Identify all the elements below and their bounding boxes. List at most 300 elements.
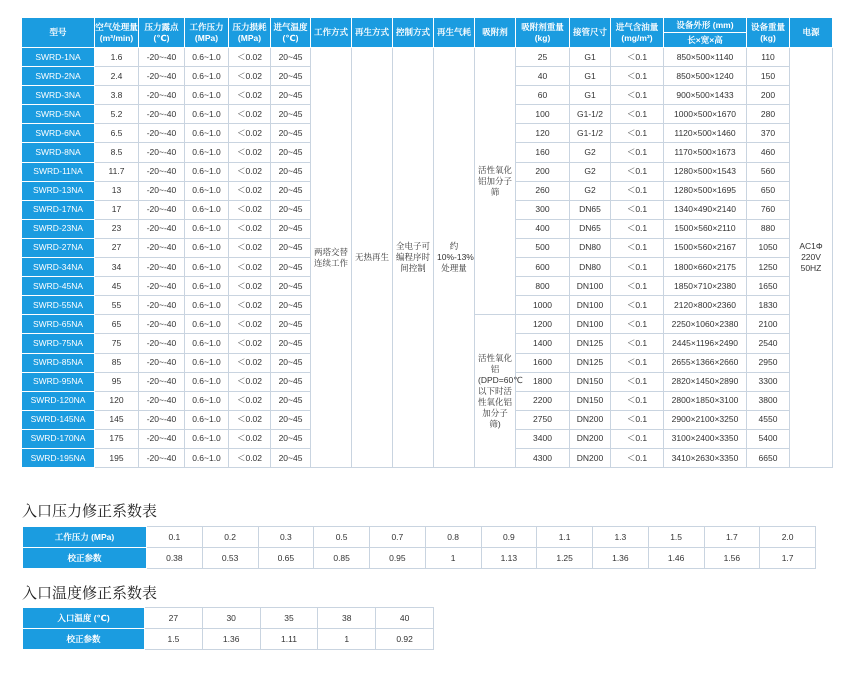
temperature-factor-row bbox=[23, 629, 434, 650]
pipe-size-cell: G2 bbox=[570, 162, 611, 181]
dimensions-cell: 2120×800×2360 bbox=[664, 296, 747, 315]
air-flow-cell: 45 bbox=[95, 277, 139, 296]
dimensions-cell: 2445×1196×2490 bbox=[664, 334, 747, 353]
pressure-loss-cell: ＜0.02 bbox=[229, 67, 271, 86]
inlet-temp-cell: 20~45 bbox=[271, 277, 311, 296]
pipe-size-cell: DN150 bbox=[570, 372, 611, 391]
pipe-size-cell: DN200 bbox=[570, 410, 611, 429]
adsorbent-qty-cell: 200 bbox=[516, 162, 570, 181]
pipe-size-cell: G2 bbox=[570, 181, 611, 200]
weight-cell: 460 bbox=[747, 143, 790, 162]
dimensions-cell: 1800×660×2175 bbox=[664, 258, 747, 277]
work-pressure-cell: 0.6~1.0 bbox=[185, 143, 229, 162]
air-flow-cell: 65 bbox=[95, 315, 139, 334]
work-pressure-cell: 0.6~1.0 bbox=[185, 162, 229, 181]
air-flow-cell: 11.7 bbox=[95, 162, 139, 181]
model-cell: SWRD-45NA bbox=[22, 277, 95, 296]
work-pressure-cell: 0.6~1.0 bbox=[185, 391, 229, 410]
dew-point-cell: -20~-40 bbox=[139, 200, 185, 219]
inlet-temp-cell: 20~45 bbox=[271, 429, 311, 448]
dimensions-cell: 850×500×1140 bbox=[664, 48, 747, 67]
inlet-temp-cell: 20~45 bbox=[271, 410, 311, 429]
weight-cell: 880 bbox=[747, 219, 790, 238]
pressure-loss-cell: ＜0.02 bbox=[229, 124, 271, 143]
pressure-correction-title: 入口压力修正系数表 bbox=[22, 502, 158, 520]
adsorbent-qty-cell: 60 bbox=[516, 86, 570, 105]
pressure-row-label: 工作压力 (MPa) bbox=[23, 527, 147, 548]
temperature-correction-title: 入口温度修正系数表 bbox=[22, 584, 158, 602]
adsorbent-qty-cell: 1200 bbox=[516, 315, 570, 334]
oil-content-cell: ＜0.1 bbox=[611, 67, 664, 86]
pressure-factor-cell: 0.65 bbox=[258, 548, 314, 569]
header-inlet-temp: 进气温度 (℃) bbox=[271, 18, 311, 48]
pressure-value-cell: 1.5 bbox=[648, 527, 704, 548]
inlet-temp-cell: 20~45 bbox=[271, 48, 311, 67]
header-adsorbent: 吸附剂 bbox=[475, 18, 516, 48]
pipe-size-cell: G1-1/2 bbox=[570, 105, 611, 124]
inlet-temp-cell: 20~45 bbox=[271, 334, 311, 353]
dew-point-cell: -20~-40 bbox=[139, 219, 185, 238]
dimensions-cell: 1280×500×1695 bbox=[664, 181, 747, 200]
oil-content-cell: ＜0.1 bbox=[611, 372, 664, 391]
model-cell: SWRD-5NA bbox=[22, 105, 95, 124]
inlet-temp-cell: 20~45 bbox=[271, 353, 311, 372]
weight-cell: 2100 bbox=[747, 315, 790, 334]
dimensions-cell: 1500×560×2110 bbox=[664, 219, 747, 238]
pressure-factor-cell: 1.13 bbox=[481, 548, 537, 569]
pressure-value-cell: 0.9 bbox=[481, 527, 537, 548]
dew-point-cell: -20~-40 bbox=[139, 86, 185, 105]
dimensions-cell: 1120×500×1460 bbox=[664, 124, 747, 143]
oil-content-cell: ＜0.1 bbox=[611, 334, 664, 353]
temperature-correction-table bbox=[22, 607, 434, 650]
inlet-temp-cell: 20~45 bbox=[271, 124, 311, 143]
pressure-correction-table bbox=[22, 526, 816, 569]
adsorbent-qty-cell: 120 bbox=[516, 124, 570, 143]
inlet-temp-cell: 20~45 bbox=[271, 181, 311, 200]
pressure-factor-label: 校正参数 bbox=[23, 548, 147, 569]
weight-cell: 4550 bbox=[747, 410, 790, 429]
pipe-size-cell: DN100 bbox=[570, 315, 611, 334]
weight-cell: 3800 bbox=[747, 391, 790, 410]
weight-cell: 560 bbox=[747, 162, 790, 181]
air-flow-cell: 75 bbox=[95, 334, 139, 353]
inlet-temp-cell: 20~45 bbox=[271, 67, 311, 86]
model-cell: SWRD-85NA bbox=[22, 353, 95, 372]
pressure-value-cell: 2.0 bbox=[760, 527, 816, 548]
work-pressure-cell: 0.6~1.0 bbox=[185, 334, 229, 353]
temperature-value-cell: 27 bbox=[145, 608, 203, 629]
oil-content-cell: ＜0.1 bbox=[611, 48, 664, 67]
air-flow-cell: 55 bbox=[95, 296, 139, 315]
control-mode-cell: 全电子可编程序时间控制 bbox=[393, 48, 434, 468]
dew-point-cell: -20~-40 bbox=[139, 372, 185, 391]
dimensions-cell: 2800×1850×3100 bbox=[664, 391, 747, 410]
inlet-temp-cell: 20~45 bbox=[271, 296, 311, 315]
inlet-temp-cell: 20~45 bbox=[271, 258, 311, 277]
dew-point-cell: -20~-40 bbox=[139, 67, 185, 86]
pressure-loss-cell: ＜0.02 bbox=[229, 353, 271, 372]
weight-cell: 200 bbox=[747, 86, 790, 105]
model-cell: SWRD-11NA bbox=[22, 162, 95, 181]
work-pressure-cell: 0.6~1.0 bbox=[185, 448, 229, 467]
oil-content-cell: ＜0.1 bbox=[611, 105, 664, 124]
header-pipe-size: 接管尺寸 bbox=[570, 18, 611, 48]
weight-cell: 1050 bbox=[747, 238, 790, 257]
header-adsorbent-qty: 吸附剂重量 (kg) bbox=[516, 18, 570, 48]
weight-cell: 2540 bbox=[747, 334, 790, 353]
oil-content-cell: ＜0.1 bbox=[611, 353, 664, 372]
inlet-temp-cell: 20~45 bbox=[271, 315, 311, 334]
adsorbent-qty-cell: 160 bbox=[516, 143, 570, 162]
work-pressure-cell: 0.6~1.0 bbox=[185, 48, 229, 67]
pipe-size-cell: G1 bbox=[570, 48, 611, 67]
inlet-temp-cell: 20~45 bbox=[271, 105, 311, 124]
work-pressure-cell: 0.6~1.0 bbox=[185, 238, 229, 257]
dimensions-cell: 2900×2100×3250 bbox=[664, 410, 747, 429]
adsorbent-qty-cell: 25 bbox=[516, 48, 570, 67]
temperature-value-cell: 30 bbox=[202, 608, 260, 629]
oil-content-cell: ＜0.1 bbox=[611, 181, 664, 200]
header-dimensions: 设备外形 (mm) bbox=[664, 18, 747, 33]
inlet-temp-cell: 20~45 bbox=[271, 238, 311, 257]
header-work-mode: 工作方式 bbox=[311, 18, 352, 48]
model-cell: SWRD-120NA bbox=[22, 391, 95, 410]
adsorbent-qty-cell: 800 bbox=[516, 277, 570, 296]
pipe-size-cell: DN200 bbox=[570, 429, 611, 448]
weight-cell: 280 bbox=[747, 105, 790, 124]
work-pressure-cell: 0.6~1.0 bbox=[185, 410, 229, 429]
model-cell: SWRD-95NA bbox=[22, 372, 95, 391]
temperature-row-label: 入口温度 (℃) bbox=[23, 608, 145, 629]
air-flow-cell: 2.4 bbox=[95, 67, 139, 86]
adsorbent-qty-cell: 260 bbox=[516, 181, 570, 200]
oil-content-cell: ＜0.1 bbox=[611, 448, 664, 467]
model-cell: SWRD-8NA bbox=[22, 143, 95, 162]
pressure-value-cell: 1.3 bbox=[593, 527, 649, 548]
pressure-loss-cell: ＜0.02 bbox=[229, 48, 271, 67]
air-flow-cell: 13 bbox=[95, 181, 139, 200]
inlet-temp-cell: 20~45 bbox=[271, 219, 311, 238]
air-flow-cell: 34 bbox=[95, 258, 139, 277]
air-flow-cell: 3.8 bbox=[95, 86, 139, 105]
dew-point-cell: -20~-40 bbox=[139, 143, 185, 162]
temperature-factor-cell: 1.11 bbox=[260, 629, 318, 650]
pressure-value-cell: 0.3 bbox=[258, 527, 314, 548]
pressure-factor-cell: 1.56 bbox=[704, 548, 760, 569]
table-row bbox=[22, 48, 833, 67]
pressure-loss-cell: ＜0.02 bbox=[229, 181, 271, 200]
pipe-size-cell: G1 bbox=[570, 86, 611, 105]
dew-point-cell: -20~-40 bbox=[139, 429, 185, 448]
header-control-mode: 控制方式 bbox=[393, 18, 434, 48]
adsorbent-qty-cell: 2200 bbox=[516, 391, 570, 410]
pressure-value-cell: 1.7 bbox=[704, 527, 760, 548]
pressure-loss-cell: ＜0.02 bbox=[229, 429, 271, 448]
oil-content-cell: ＜0.1 bbox=[611, 200, 664, 219]
pipe-size-cell: DN150 bbox=[570, 391, 611, 410]
pressure-loss-cell: ＜0.02 bbox=[229, 315, 271, 334]
air-flow-cell: 95 bbox=[95, 372, 139, 391]
pressure-loss-cell: ＜0.02 bbox=[229, 86, 271, 105]
spec-table-body bbox=[22, 48, 833, 468]
adsorbent-qty-cell: 2750 bbox=[516, 410, 570, 429]
pressure-loss-cell: ＜0.02 bbox=[229, 391, 271, 410]
pressure-value-cell: 0.7 bbox=[370, 527, 426, 548]
model-cell: SWRD-195NA bbox=[22, 448, 95, 467]
inlet-temp-cell: 20~45 bbox=[271, 162, 311, 181]
pipe-size-cell: DN65 bbox=[570, 200, 611, 219]
model-cell: SWRD-13NA bbox=[22, 181, 95, 200]
air-flow-cell: 23 bbox=[95, 219, 139, 238]
pressure-value-cell: 0.8 bbox=[425, 527, 481, 548]
model-cell: SWRD-6NA bbox=[22, 124, 95, 143]
work-pressure-cell: 0.6~1.0 bbox=[185, 67, 229, 86]
header-regen-gas: 再生气耗 bbox=[434, 18, 475, 48]
pressure-factor-cell: 0.95 bbox=[370, 548, 426, 569]
work-pressure-cell: 0.6~1.0 bbox=[185, 429, 229, 448]
dimensions-cell: 1500×560×2167 bbox=[664, 238, 747, 257]
work-pressure-cell: 0.6~1.0 bbox=[185, 315, 229, 334]
pressure-loss-cell: ＜0.02 bbox=[229, 372, 271, 391]
pipe-size-cell: G1 bbox=[570, 67, 611, 86]
model-cell: SWRD-27NA bbox=[22, 238, 95, 257]
adsorbent-qty-cell: 1400 bbox=[516, 334, 570, 353]
work-pressure-cell: 0.6~1.0 bbox=[185, 200, 229, 219]
pressure-factor-cell: 0.38 bbox=[147, 548, 203, 569]
dimensions-cell: 2820×1450×2890 bbox=[664, 372, 747, 391]
air-flow-cell: 27 bbox=[95, 238, 139, 257]
dew-point-cell: -20~-40 bbox=[139, 353, 185, 372]
dimensions-cell: 900×500×1433 bbox=[664, 86, 747, 105]
pressure-loss-cell: ＜0.02 bbox=[229, 448, 271, 467]
pressure-factor-row bbox=[23, 548, 816, 569]
dimensions-cell: 3410×2630×3350 bbox=[664, 448, 747, 467]
inlet-temp-cell: 20~45 bbox=[271, 372, 311, 391]
pipe-size-cell: DN125 bbox=[570, 334, 611, 353]
dew-point-cell: -20~-40 bbox=[139, 48, 185, 67]
pipe-size-cell: G1-1/2 bbox=[570, 124, 611, 143]
pressure-factor-cell: 0.53 bbox=[202, 548, 258, 569]
dew-point-cell: -20~-40 bbox=[139, 315, 185, 334]
dew-point-cell: -20~-40 bbox=[139, 238, 185, 257]
model-cell: SWRD-55NA bbox=[22, 296, 95, 315]
weight-cell: 370 bbox=[747, 124, 790, 143]
header-oil-content: 进气含油量 (mg/m³) bbox=[611, 18, 664, 48]
adsorbent-qty-cell: 1800 bbox=[516, 372, 570, 391]
air-flow-cell: 17 bbox=[95, 200, 139, 219]
pressure-loss-cell: ＜0.02 bbox=[229, 238, 271, 257]
model-cell: SWRD-23NA bbox=[22, 219, 95, 238]
header-regen-mode: 再生方式 bbox=[352, 18, 393, 48]
oil-content-cell: ＜0.1 bbox=[611, 258, 664, 277]
oil-content-cell: ＜0.1 bbox=[611, 219, 664, 238]
pipe-size-cell: DN65 bbox=[570, 219, 611, 238]
header-dimensions-sub: 长×宽×高 bbox=[664, 33, 747, 48]
model-cell: SWRD-17NA bbox=[22, 200, 95, 219]
pressure-row bbox=[23, 527, 816, 548]
model-cell: SWRD-34NA bbox=[22, 258, 95, 277]
model-cell: SWRD-65NA bbox=[22, 315, 95, 334]
weight-cell: 1250 bbox=[747, 258, 790, 277]
adsorbent-qty-cell: 3400 bbox=[516, 429, 570, 448]
pressure-loss-cell: ＜0.02 bbox=[229, 258, 271, 277]
work-pressure-cell: 0.6~1.0 bbox=[185, 181, 229, 200]
dew-point-cell: -20~-40 bbox=[139, 410, 185, 429]
inlet-temp-cell: 20~45 bbox=[271, 86, 311, 105]
dimensions-cell: 2655×1366×2660 bbox=[664, 353, 747, 372]
temperature-factor-cell: 1 bbox=[318, 629, 376, 650]
work-pressure-cell: 0.6~1.0 bbox=[185, 353, 229, 372]
pipe-size-cell: G2 bbox=[570, 143, 611, 162]
work-pressure-cell: 0.6~1.0 bbox=[185, 219, 229, 238]
work-pressure-cell: 0.6~1.0 bbox=[185, 277, 229, 296]
temperature-factor-label: 校正参数 bbox=[23, 629, 145, 650]
adsorbent-qty-cell: 500 bbox=[516, 238, 570, 257]
pressure-loss-cell: ＜0.02 bbox=[229, 277, 271, 296]
pressure-loss-cell: ＜0.02 bbox=[229, 105, 271, 124]
dimensions-cell: 3100×2400×3350 bbox=[664, 429, 747, 448]
dew-point-cell: -20~-40 bbox=[139, 162, 185, 181]
pressure-loss-cell: ＜0.02 bbox=[229, 162, 271, 181]
work-mode-cell: 两塔交替连续工作 bbox=[311, 48, 352, 468]
adsorbent-qty-cell: 4300 bbox=[516, 448, 570, 467]
dimensions-cell: 2250×1060×2380 bbox=[664, 315, 747, 334]
air-flow-cell: 85 bbox=[95, 353, 139, 372]
air-flow-cell: 8.5 bbox=[95, 143, 139, 162]
air-flow-cell: 6.5 bbox=[95, 124, 139, 143]
weight-cell: 5400 bbox=[747, 429, 790, 448]
dew-point-cell: -20~-40 bbox=[139, 181, 185, 200]
adsorbent-qty-cell: 300 bbox=[516, 200, 570, 219]
pressure-loss-cell: ＜0.02 bbox=[229, 219, 271, 238]
oil-content-cell: ＜0.1 bbox=[611, 429, 664, 448]
header-model: 型号 bbox=[22, 18, 95, 48]
work-pressure-cell: 0.6~1.0 bbox=[185, 124, 229, 143]
work-pressure-cell: 0.6~1.0 bbox=[185, 86, 229, 105]
air-flow-cell: 145 bbox=[95, 410, 139, 429]
pressure-value-cell: 0.5 bbox=[314, 527, 370, 548]
weight-cell: 2950 bbox=[747, 353, 790, 372]
inlet-temp-cell: 20~45 bbox=[271, 391, 311, 410]
header-dew-point: 压力露点 (℃) bbox=[139, 18, 185, 48]
weight-cell: 110 bbox=[747, 48, 790, 67]
model-cell: SWRD-1NA bbox=[22, 48, 95, 67]
model-cell: SWRD-2NA bbox=[22, 67, 95, 86]
dew-point-cell: -20~-40 bbox=[139, 448, 185, 467]
pipe-size-cell: DN100 bbox=[570, 277, 611, 296]
weight-cell: 150 bbox=[747, 67, 790, 86]
oil-content-cell: ＜0.1 bbox=[611, 391, 664, 410]
adsorbent-qty-cell: 100 bbox=[516, 105, 570, 124]
pressure-factor-cell: 1.36 bbox=[593, 548, 649, 569]
pipe-size-cell: DN200 bbox=[570, 448, 611, 467]
oil-content-cell: ＜0.1 bbox=[611, 238, 664, 257]
temperature-factor-cell: 0.92 bbox=[376, 629, 434, 650]
adsorbent-qty-cell: 1000 bbox=[516, 296, 570, 315]
pressure-value-cell: 1.1 bbox=[537, 527, 593, 548]
work-pressure-cell: 0.6~1.0 bbox=[185, 258, 229, 277]
model-cell: SWRD-3NA bbox=[22, 86, 95, 105]
dimensions-cell: 850×500×1240 bbox=[664, 67, 747, 86]
adsorbent-qty-cell: 40 bbox=[516, 67, 570, 86]
oil-content-cell: ＜0.1 bbox=[611, 277, 664, 296]
adsorbent-cell-b: 活性氧化铝(DPD=60℃以下时活性氧化铝加分子筛) bbox=[475, 315, 516, 468]
weight-cell: 650 bbox=[747, 181, 790, 200]
oil-content-cell: ＜0.1 bbox=[611, 143, 664, 162]
dimensions-cell: 1170×500×1673 bbox=[664, 143, 747, 162]
adsorbent-qty-cell: 400 bbox=[516, 219, 570, 238]
oil-content-cell: ＜0.1 bbox=[611, 162, 664, 181]
adsorbent-qty-cell: 1600 bbox=[516, 353, 570, 372]
weight-cell: 3300 bbox=[747, 372, 790, 391]
pressure-loss-cell: ＜0.02 bbox=[229, 200, 271, 219]
temperature-value-cell: 35 bbox=[260, 608, 318, 629]
dimensions-cell: 1000×500×1670 bbox=[664, 105, 747, 124]
adsorbent-qty-cell: 600 bbox=[516, 258, 570, 277]
air-flow-cell: 175 bbox=[95, 429, 139, 448]
spec-table bbox=[21, 17, 833, 468]
oil-content-cell: ＜0.1 bbox=[611, 315, 664, 334]
inlet-temp-cell: 20~45 bbox=[271, 448, 311, 467]
pipe-size-cell: DN125 bbox=[570, 353, 611, 372]
dimensions-cell: 1340×490×2140 bbox=[664, 200, 747, 219]
dimensions-cell: 1280×500×1543 bbox=[664, 162, 747, 181]
weight-cell: 1650 bbox=[747, 277, 790, 296]
model-cell: SWRD-145NA bbox=[22, 410, 95, 429]
dew-point-cell: -20~-40 bbox=[139, 124, 185, 143]
adsorbent-cell-a: 活性氧化铝加分子筛 bbox=[475, 48, 516, 315]
pressure-factor-cell: 1.46 bbox=[648, 548, 704, 569]
header-power: 电源 bbox=[790, 18, 833, 48]
work-pressure-cell: 0.6~1.0 bbox=[185, 296, 229, 315]
pressure-factor-cell: 0.85 bbox=[314, 548, 370, 569]
pipe-size-cell: DN80 bbox=[570, 238, 611, 257]
inlet-temp-cell: 20~45 bbox=[271, 143, 311, 162]
temperature-factor-cell: 1.5 bbox=[145, 629, 203, 650]
header-pressure-loss: 压力损耗 (MPa) bbox=[229, 18, 271, 48]
dew-point-cell: -20~-40 bbox=[139, 105, 185, 124]
oil-content-cell: ＜0.1 bbox=[611, 124, 664, 143]
power-cell: AC1Φ 220V 50HZ bbox=[790, 48, 833, 468]
header-air-flow: 空气处理量 (m³/min) bbox=[95, 18, 139, 48]
temperature-value-cell: 40 bbox=[376, 608, 434, 629]
weight-cell: 1830 bbox=[747, 296, 790, 315]
air-flow-cell: 195 bbox=[95, 448, 139, 467]
pressure-value-cell: 0.2 bbox=[202, 527, 258, 548]
pressure-factor-cell: 1 bbox=[425, 548, 481, 569]
air-flow-cell: 120 bbox=[95, 391, 139, 410]
inlet-temp-cell: 20~45 bbox=[271, 200, 311, 219]
model-cell: SWRD-75NA bbox=[22, 334, 95, 353]
pressure-factor-cell: 1.25 bbox=[537, 548, 593, 569]
pressure-loss-cell: ＜0.02 bbox=[229, 334, 271, 353]
dew-point-cell: -20~-40 bbox=[139, 277, 185, 296]
work-pressure-cell: 0.6~1.0 bbox=[185, 105, 229, 124]
weight-cell: 6650 bbox=[747, 448, 790, 467]
dew-point-cell: -20~-40 bbox=[139, 334, 185, 353]
temperature-value-cell: 38 bbox=[318, 608, 376, 629]
dew-point-cell: -20~-40 bbox=[139, 258, 185, 277]
pipe-size-cell: DN80 bbox=[570, 258, 611, 277]
regen-gas-cell: 约10%-13%处理量 bbox=[434, 48, 475, 468]
oil-content-cell: ＜0.1 bbox=[611, 296, 664, 315]
weight-cell: 760 bbox=[747, 200, 790, 219]
temperature-factor-cell: 1.36 bbox=[202, 629, 260, 650]
pressure-loss-cell: ＜0.02 bbox=[229, 143, 271, 162]
pressure-loss-cell: ＜0.02 bbox=[229, 410, 271, 429]
dimensions-cell: 1850×710×2380 bbox=[664, 277, 747, 296]
